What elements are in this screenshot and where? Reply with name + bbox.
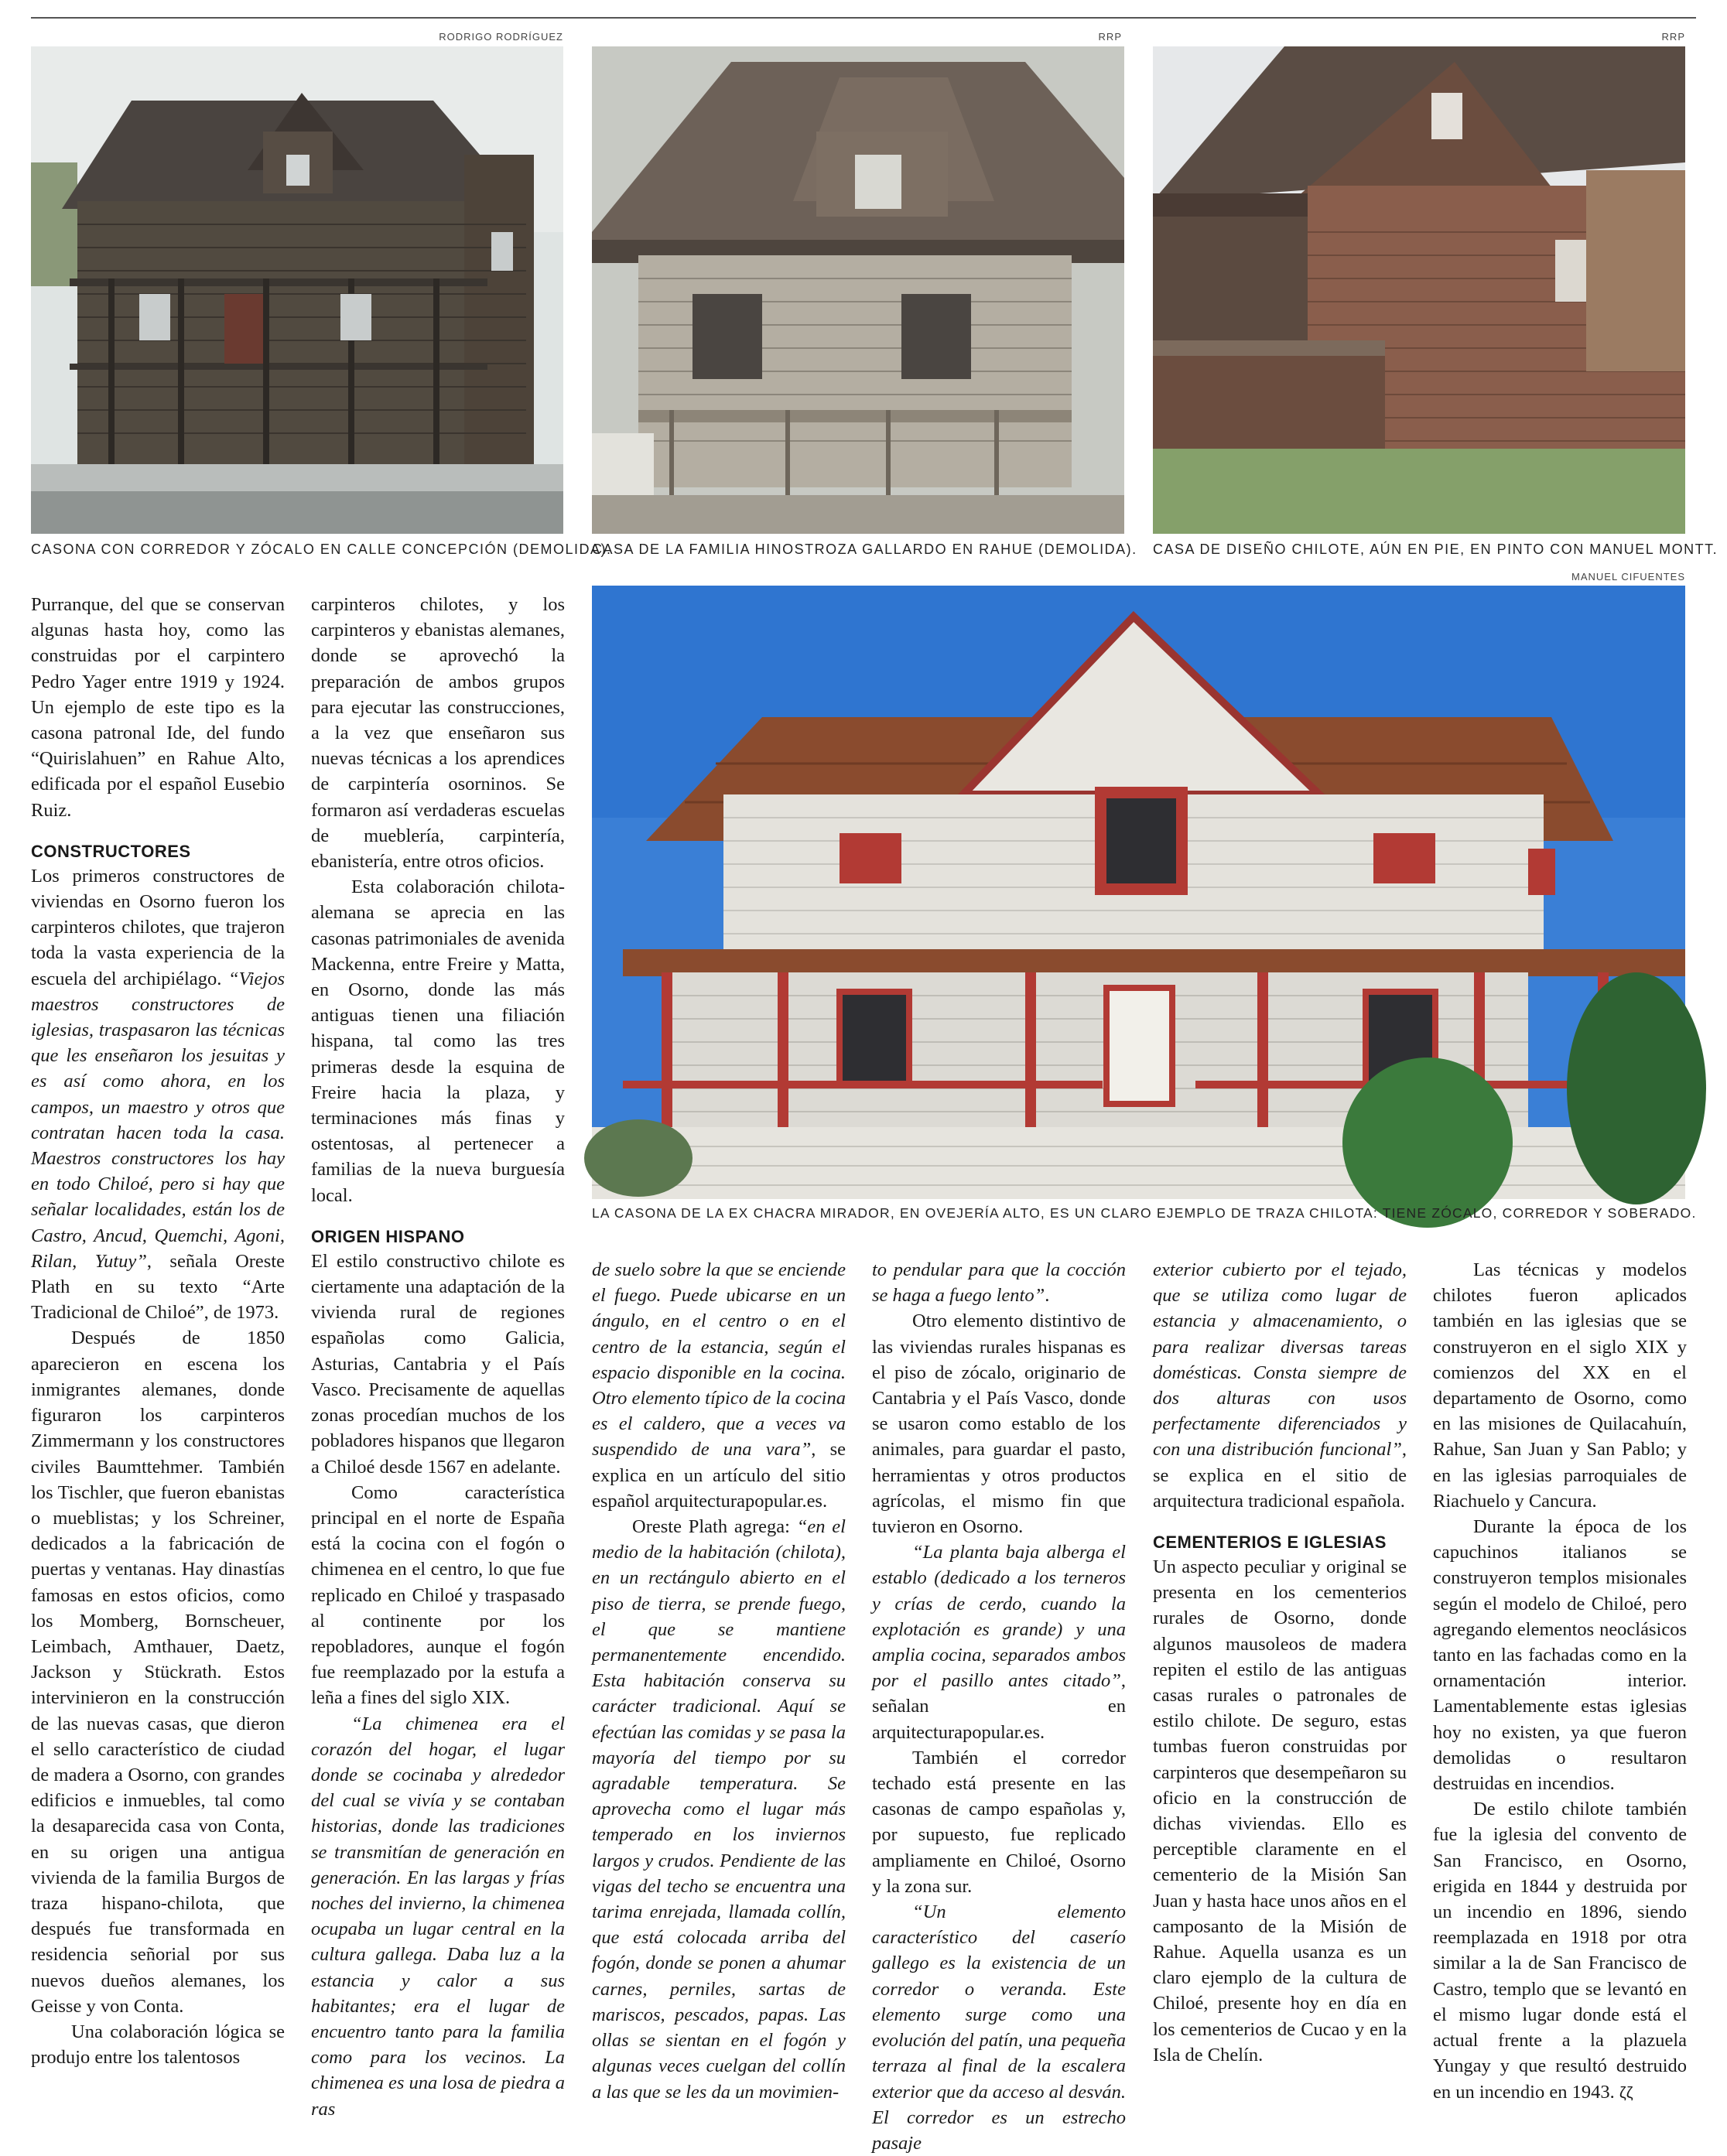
col1-paragraph-4: Una colaboración lógica se produjo entre los talentosos [31,2021,285,2069]
article-column-1 [31,592,285,2070]
photo2-credit: RRP [1098,31,1122,43]
col4-paragraph-1: to pendular para que la cocción se haga a fuego lento”. [872,1259,1126,1307]
col6-paragraph-3: De estilo chilote también fue la iglesia del convento de San Francisco, en Osorno, erigida en 1844 y destruida por un incendio en 1896, siendo reemplazada en 1918 por otra similar a la de San Francisco de Castro, templo que se levantó en el mismo lugar donde está el actual frente a la plazuela Yungay y que resultó destruido en un incendio en 1943. ζζ [1433,1799,1687,2103]
col6-paragraph-2: Durante la época de los capuchinos italianos se construyeron templos misionales según el modelo de Chiloé, pero agregando elementos neoclásicos tanto en las fachadas como en la ornamentación interior. Lamentablemente estas iglesias hoy no existen, ya que fueron demolidas o resultaron destruidas en incendios. [1433,1516,1687,1795]
heading-cementerios-iglesias: CEMENTERIOS E IGLESIAS [1153,1532,1387,1553]
col6-paragraph-1: Las técnicas y modelos chilotes fueron aplicados también en las iglesias que se construyeron en el siglo XIX y comienzos del XX en el departamento de Osorno, como en las misiones de Quilacahuín, Rahue, San Juan y San Pablo; y en las iglesias parroquiales de Riachuelo y Cancura. [1433,1259,1687,1512]
photo-casa-hinostroza [592,46,1124,534]
col4-paragraph-3: “La planta baja alberga el establo (dedicado a los terneros y crías de cerdo, cuando la explotación es grande) y una amplia cocina, separados ambos por el pasillo antes citado”, señalan en arquitecturapopular.es. [872,1542,1126,1743]
col5-paragraph-2: Un aspecto peculiar y original se presenta en los cementerios rurales de Osorno, donde algunos mausoleos de madera repiten el estilo de las antiguas casas rurales o patronales de estilo chilote. De seguro, estas tumbas fueron construidas por carpinteros que desempeñaron su oficio en la construcción de dichas viviendas. Ello es perceptible claramente en el cementerio de la Misión San Juan y hasta hace unos años en el camposanto de la Misión de Rahue. Aquella usanza es un claro ejemplo de la cultura de Chiloé, presente hoy en día en los cementerios de Cucao y en la Isla de Chelín. [1153,1556,1407,2065]
col4-paragraph-5: “Un elemento característico del caserío gallego es la existencia de un corredor o veranda. Este elemento surge como una evolución del patín, una pequeña terraza al final de la escalera exterior que da acceso al desván. El corredor es un estrecho pasaje [872,1901,1126,2154]
article-column-4 [872,1257,1126,2156]
col2-paragraph-4: Como característica principal en el norte de España está la cocina con el fogón o chimenea en el centro, lo que fue replicado en Chiloé y traspasado al continente por los repobladores, aunque el fogón fue reemplazado por la estufa a leña a fines del siglo XIX. [311,1481,565,1709]
photo1-credit: RODRIGO RODRÍGUEZ [439,31,563,43]
col2-paragraph-2: Esta colaboración chilota-alemana se aprecia en las casonas patrimoniales de avenida Mackenna, entre Freire y Matta, en Osorno, donde las más antiguas tienen una filiación hispana, tal como las tres primeras desde la esquina de Freire hacia la plaza, y terminaciones más finas y ostentosas, al pertenecer a familias de la nueva burguesía local. [311,876,565,1206]
col1-paragraph-1: Purranque, del que se conservan algunas hasta hoy, como las construidas por el carpintero Pedro Yager entre 1919 y 1924. Un ejemplo de este tipo es la casona patronal Ide, del fundo “Quirislahuen” en Rahue Alto, edificada por el español Eusebio Ruiz. [31,594,285,821]
photo4-caption: LA CASONA DE LA EX CHACRA MIRADOR, EN OVEJERÍA ALTO, ES UN CLARO EJEMPLO DE TRAZA CHILOTA: TIENE ZÓCALO, CORREDOR Y SOBERADO. [592,1205,1697,1221]
article-column-6 [1433,1257,1687,2106]
heading-constructores: CONSTRUCTORES [31,841,191,861]
photo3-credit: RRP [1661,31,1685,43]
col5-paragraph-1: exterior cubierto por el tejado, que se utiliza como lugar de estancia y almacenamiento, o para realizar diversas tareas domésticas. Consta siempre de dos alturas con usos perfectamente diferenciados y con una distribución funcional”, se explica en el sitio de arquitectura tradicional española. [1153,1259,1407,1512]
article-column-2 [311,592,565,2122]
col3-paragraph-1: de suelo sobre la que se enciende el fuego. Puede ubicarse en un ángulo, en el centro o en el centro de la estancia, según el espacio disponible en la cocina. Otro elemento típico de la cocina es el caldero, que a veces va suspendido de una vara”, se explica en un artículo del sitio español arquitecturapopular.es. [592,1259,846,1512]
photo3-caption: CASA DE DISEÑO CHILOTE, AÚN EN PIE, EN PINTO CON MANUEL MONTT. [1153,542,1718,557]
col2-paragraph-3: El estilo constructivo chilote es ciertamente una adaptación de la vivienda rural de regiones españolas como Galicia, Asturias, Cantabria y el País Vasco. Precisamente de aquellas zonas procedían muchos de los pobladores hispanos que llegaron a Chiloé desde 1567 en adelante. [311,1250,565,1478]
top-rule [31,17,1696,19]
col4-paragraph-2: Otro elemento distintivo de las viviendas rurales hispanas es el piso de zócalo, originario de Cantabria y el País Vasco, donde se usaron como establo de los animales, para guardar el pasto, herramientas y otros productos agrícolas, el mismo fin que tuvieron en Osorno. [872,1310,1126,1538]
article-column-3 [592,1257,846,2105]
col3-paragraph-2: Oreste Plath agrega: “en el medio de la habitación (chilota), en un rectángulo abierto en el piso de tierra, se prende fuego, el que se mantiene permanentemente encendido. Esta habitación conserva su carácter tradicional. Aquí se efectúan las comidas y se pasa la mayoría del tiempo por su agradable temperatura. Se aprovecha como el lugar más temperado en los inviernos largos y crudos. Pendiente de las vigas del techo se encuentra una tarima enrejada, llamada collín, que está colocada arriba del fogón, donde se ponen a ahumar carnes, perniles, sartas de mariscos, pescados, papas. Las ollas se sientan en el fogón y algunas veces cuelgan del collín a las que se les da un movimien- [592,1516,846,2103]
photo-casa-pinto-manuel-montt [1153,46,1685,534]
col2-paragraph-5: “La chimenea era el corazón del hogar, el lugar donde se cocinaba y alrededor del cual se vivía y se contaban historias, donde las tradiciones se transmitían de generación en generación. En las largas y frías noches del invierno, la chimenea ocupaba un lugar central en la cultura gallega. Daba luz a la estancia y calor a sus habitantes; era el lugar de encuentro tanto para la familia como para los vecinos. La chimenea es una losa de piedra a ras [311,1713,565,2120]
col4-paragraph-4: También el corredor techado está presente en las casonas de campo españolas y, por supuesto, fue replicado ampliamente en Chiloé, Osorno y la zona sur. [872,1747,1126,1897]
photo-casona-concepcion [31,46,563,534]
heading-origen-hispano: ORIGEN HISPANO [311,1226,465,1246]
photo-casona-chacra-mirador [592,586,1685,1199]
photo2-caption: CASA DE LA FAMILIA HINOSTROZA GALLARDO EN RAHUE (DEMOLIDA). [592,542,1137,557]
col1-paragraph-2: Los primeros constructores de viviendas en Osorno fueron los carpinteros chilotes, que trajeron toda la vasta experiencia de la escuela del archipiélago. “Viejos maestros constructores de iglesias, traspasaron las técnicas que les enseñaron los jesuitas y es así como ahora, en los campos, un maestro y otros que contratan hacen toda la casa. Maestros constructores los hay en todo Chiloé, pero si hay que señalar localidades, están los de Castro, Ancud, Quemchi, Agoni, Rilan, Yutuy”, señala Oreste Plath en su texto “Arte Tradicional de Chiloé”, de 1973. [31,865,286,1324]
article-column-5 [1153,1257,1407,2068]
col2-paragraph-1: carpinteros chilotes, y los carpinteros y ebanistas alemanes, donde se aprovechó la preparación de ambos grupos para ejecutar las construcciones, a la vez que enseñaron sus nuevas técnicas a los aprendices de carpintería osorninos. Se formaron así verdaderas escuelas de mueblería, carpintería, ebanistería, entre otros oficios. [311,594,565,873]
photo1-caption: CASONA CON CORREDOR Y ZÓCALO EN CALLE CONCEPCIÓN (DEMOLIDA). [31,542,612,557]
end-mark-icon: ζζ [1619,2084,1633,2102]
photo4-credit: MANUEL CIFUENTES [1571,571,1685,583]
col1-paragraph-3: Después de 1850 aparecieron en escena los inmigrantes alemanes, donde figuraron los carpinteros Zimmermann y los constructores civiles Baumttehmer. También los Tischler, que fueron ebanistas o mueblistas; y los Schreiner, dedicados a la fabricación de puertas y ventanas. Hay dinastías famosas en estos oficios, como los Momberg, Bornscheuer, Leimbach, Amthauer, Daetz, Jackson y Stückrath. Estos intervinieron en la construcción de las nuevas casas, que dieron el sello característico de ciudad de madera a Osorno, con grandes edificios e inmuebles, tal como la desaparecida casa von Conta, en su origen una antigua vivienda de la familia Burgos de traza hispano-chilota, que después fue transformada en residencia señorial por sus nuevos dueños alemanes, los Geisse y von Conta. [31,1327,285,2017]
